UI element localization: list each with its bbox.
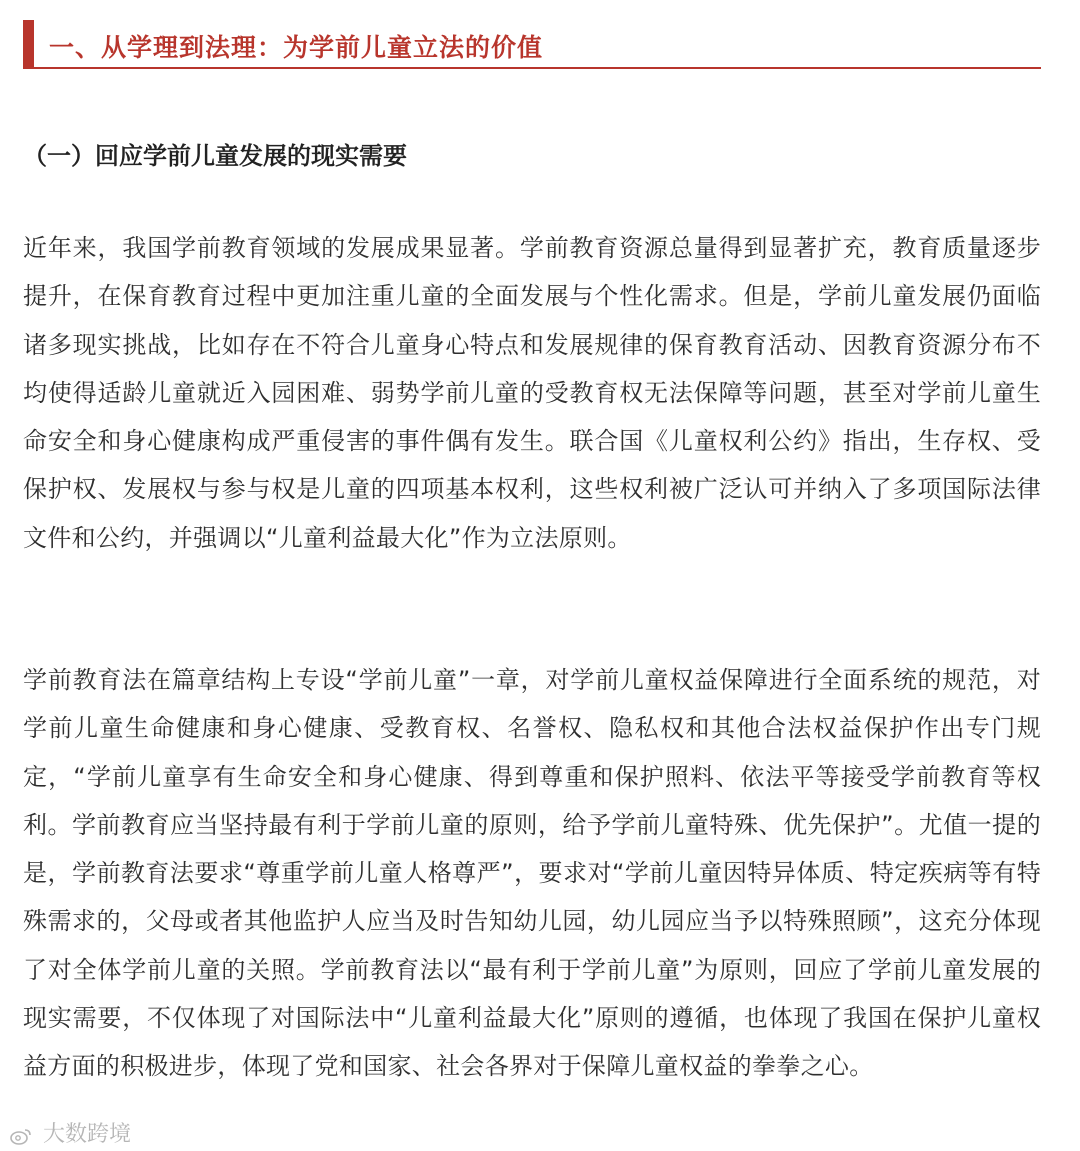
paragraph-2: 学前教育法在篇章结构上专设“学前儿童”一章，对学前儿童权益保障进行全面系统的规范，对学前儿童生命健康和身心健康、受教育权、名誉权、隐私权和其他合法权益保护作出专门规定，“学前儿童享有生命安全和身心健康、得到尊重和保护照料、依法平等接受学前教育等权利。学前教育应当坚持最有利于学前儿童的原则，给予学前儿童特殊、优先保护”。尤值一提的是，学前教育法要求“尊重学前儿童人格尊严”，要求对“学前儿童因特异体质、特定疾病等有特殊需求的，父母或者其他监护人应当及时告知幼儿园，幼儿园应当予以特殊照顾”，这充分体现了对全体学前儿童的关照。学前教育法以“最有利于学前儿童”为原则，回应了学前儿童发展的现实需要，不仅体现了对国际法中“儿童利益最大化”原则的遵循，也体现了我国在保护儿童权益方面的积极进步，体现了党和国家、社会各界对于保障儿童权益的拳拳之心。 xyxy=(23,666,1041,1081)
weibo-icon xyxy=(10,1126,32,1144)
section-title: 一、从学理到法理：为学前儿童立法的价值 xyxy=(49,33,544,62)
paragraph-1: 近年来，我国学前教育领域的发展成果显著。学前教育资源总量得到显著扩充，教育质量逐步提升，在保育教育过程中更加注重儿童的全面发展与个性化需求。但是，学前儿童发展仍面临诸多现实挑战，比如存在不符合儿童身心特点和发展规律的保育教育活动、因教育资源分布不均使得适龄儿童就近入园困难、弱势学前儿童的受教育权无法保障等问题，甚至对学前儿童生命安全和身心健康构成严重侵害的事件偶有发生。联合国《儿童权利公约》指出，生存权、受保护权、发展权与参与权是儿童的四项基本权利，这些权利被广泛认可并纳入了多项国际法律文件和公约，并强调以“儿童利益最大化”作为立法原则。 xyxy=(23,234,1041,552)
section-accent-bar xyxy=(23,20,34,67)
watermark xyxy=(10,1117,131,1148)
subheading: （一）回应学前儿童发展的现实需要 xyxy=(23,142,407,170)
watermark-text: 大数跨境 xyxy=(43,1122,132,1147)
section-header xyxy=(23,20,1041,69)
